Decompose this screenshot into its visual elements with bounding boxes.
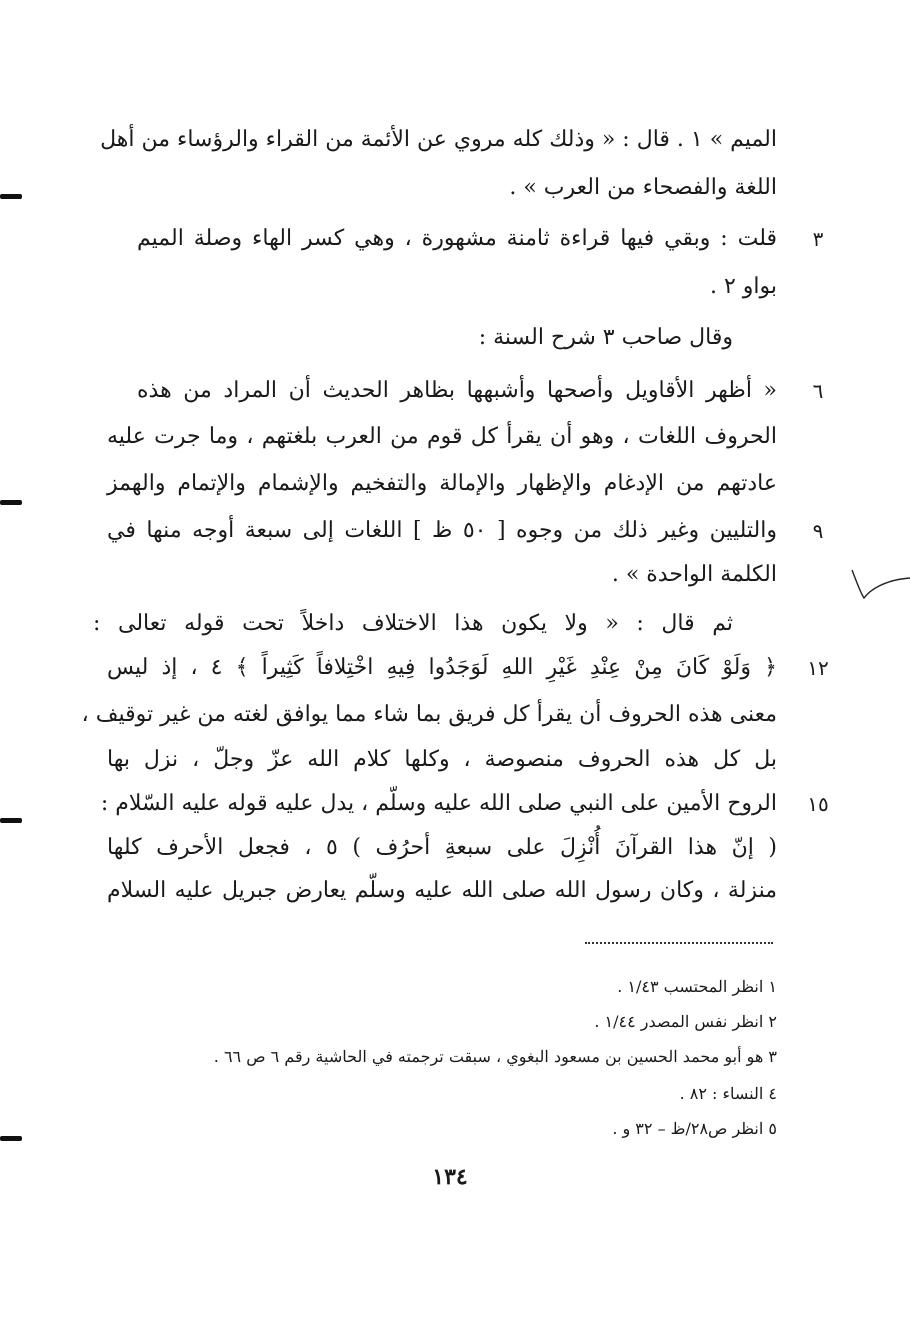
line-number: ١٥ xyxy=(807,792,829,816)
text-line: وقال صاحب ٣ شرح السنة : xyxy=(478,325,733,350)
text-line: ﴿ وَلَوْ كَانَ مِنْ عِنْدِ غَيْرِ اللهِ لَوَجَدُوا فِيهِ اخْتِلافاً كَثِيراً ﴾ ٤ ، إذ ليس xyxy=(107,655,777,680)
text-line: منزلة ، وكان رسول الله صلى الله عليه وسلّم يعارض جبريل عليه السلام xyxy=(107,878,777,903)
text-line: والتليين وغير ذلك من وجوه [ ٥٠ ظ ] اللغات إلى سبعة أوجه منها في xyxy=(107,518,777,543)
text-line: ثم قال : « ولا يكون هذا الاختلاف داخلاً تحت قوله تعالى : xyxy=(93,611,733,636)
footnote: ٥ انظر ص٢٨/ظ – ٣٢ و . xyxy=(612,1119,777,1138)
text-line: الحروف اللغات ، وهو أن يقرأ كل قوم من العرب بلغتهم ، وما جرت عليه xyxy=(107,424,777,449)
page-number: ١٣٤ xyxy=(432,1164,468,1190)
binding-mark xyxy=(0,194,22,199)
line-number: ١٢ xyxy=(807,656,829,680)
margin-squiggle xyxy=(850,560,913,610)
footnote: ١ انظر المحتسب ١/٤٣ . xyxy=(617,977,777,996)
footnote-separator xyxy=(585,942,773,944)
footnote: ٣ هو أبو محمد الحسين بن مسعود البغوي ، سبقت ترجمته في الحاشية رقم ٦ ص ٦٦ . xyxy=(213,1047,777,1066)
text-line: الروح الأمين على النبي صلى الله عليه وسلّم ، يدل عليه قوله عليه السّلام : xyxy=(100,791,777,816)
footnote: ٤ النساء : ٨٢ . xyxy=(679,1084,777,1103)
text-line: « أظهر الأقاويل وأصحها وأشبهها بظاهر الحديث أن المراد من هذه xyxy=(137,378,777,403)
line-number: ٦ xyxy=(812,379,824,403)
text-line: عادتهم من الإدغام والإظهار والإمالة والتفخيم والإشمام والإتمام والهمز xyxy=(107,471,777,496)
text-line: اللغة والفصحاء من العرب » . xyxy=(509,175,777,200)
text-line: ( إنّ هذا القرآنَ أُنْزِلَ على سبعةِ أحرُف ) ٥ ، فجعل الأحرف كلها xyxy=(107,835,777,860)
binding-mark xyxy=(0,1136,22,1141)
text-line: بواو ٢ . xyxy=(709,274,777,299)
text-line: معنى هذه الحروف أن يقرأ كل فريق بما شاء مما يوافق لغته من غير توقيف ، xyxy=(81,702,777,727)
line-number: ٩ xyxy=(812,519,824,543)
text-line: بل كل هذه الحروف منصوصة ، وكلها كلام الله عزّ وجلّ ، نزل بها xyxy=(107,747,777,772)
line-number: ٣ xyxy=(812,227,824,251)
text-line: الكلمة الواحدة » . xyxy=(611,562,777,587)
text-line: قلت : وبقي فيها قراءة ثامنة مشهورة ، وهي كسر الهاء وصلة الميم xyxy=(137,226,777,251)
binding-mark xyxy=(0,818,22,823)
footnote: ٢ انظر نفس المصدر ١/٤٤ . xyxy=(594,1012,777,1031)
text-line: الميم » ١ . قال : « وذلك كله مروي عن الأئمة من القراء والرؤساء من أهل xyxy=(100,127,777,152)
binding-mark xyxy=(0,500,22,505)
